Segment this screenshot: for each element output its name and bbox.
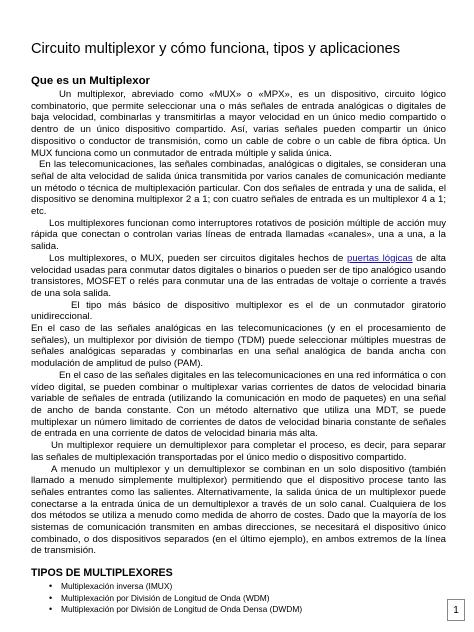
list-item: • Multiplexación inversa (IMUX) — [61, 581, 446, 593]
list-item: • Multiplexación por División de Longitud de Onda (WDM) — [61, 593, 446, 605]
paragraph-8: Un multiplexor requiere un demultiplexor para completar el proceso, es decir, para separar las señales de multiplexación transportadas por el único medio o dispositivo compartido. — [31, 440, 446, 463]
paragraph-3: Los multiplexores funcionan como interruptores rotativos de posición múltiple de acción muy rápida que conectan o controlan varias líneas de entrada llamadas «canales», una a una, a la salida. — [31, 217, 446, 253]
document-page — [31, 40, 446, 616]
page-number: 1 — [447, 599, 465, 621]
list-item: • Multiplexación por División de Longitud de Onda Densa (DWDM) — [61, 604, 446, 616]
tipos-list — [31, 581, 446, 616]
tipos-heading: TIPOS DE MULTIPLEXORES — [31, 567, 173, 580]
document-title: Circuito multiplexor y cómo funciona, tipos y aplicaciones — [31, 41, 401, 57]
paragraph-9: A menudo un multiplexor y un demultiplexor se combinan en un solo dispositivo (también llamado a menudo simplemente multiplexor) permitiendo que el dispositivo procese tanto las señales entrantes como las salientes. Alternativamente, la salida única de un multiplexor puede conectarse a la entrada única de un demultiplexor a través de un solo canal. Cualquiera de los dos métodos se utiliza a menudo como medida de ahorro de costes. Dado que la mayoría de los sistemas de comunicación transmiten en ambas direcciones, se necesitará el dispositivo único combinado, o dos dispositivos separados (en el último ejemplo), en ambos extremos de la línea de transmisión. — [31, 463, 446, 557]
paragraph-4-end: de alta velocidad usadas para conmutar datos digitales o binarios o pueden ser de tipo analógico usando transistores, MOSFET o relés para conmutar una de las entradas de voltaje o corriente a través de una sola salida. — [31, 252, 446, 299]
section-heading: Que es un Multiplexor — [31, 75, 150, 87]
paragraph-2: En las telecomunicaciones, las señales combinadas, analógicas o digitales, se consideran una señal de alta velocidad de salida única transmitida por varios canales de comunicación mediante un método o técnica de multiplexación particular. Con dos señales de entrada y una de salida, el dispositivo se denomina multiplexor 2 a 1; con cuatro señales de entrada es un multiplexor 4 a 1; etc. — [31, 159, 446, 218]
puertas-logicas-link[interactable]: puertas lógicas — [346, 252, 413, 264]
paragraph-6: En el caso de las señales analógicas en las telecomunicaciones (y en el procesamiento de señales), un multiplexor por división de tiempo (TDM) puede seleccionar múltiples muestras de señales analógicas separadas y combinarlas en una señal analógica de banda ancha con modulación de amplitud de pulso (PAM). — [31, 323, 446, 370]
paragraph-4 — [31, 253, 446, 300]
paragraph-5: El tipo más básico de dispositivo multiplexor es el de un conmutador giratorio unidireccional. — [31, 299, 446, 323]
paragraph-1: Un multiplexor, abreviado como «MUX» o «MPX», es un dispositivo, circuito lógico combinatorio, que permite seleccionar una o más señales de entrada analógicas o digitales de baja velocidad, combinarlas y transmitirlas a mayor velocidad en un único medio compartido o dentro de un único dispositivo compartido. Así, varias señales pueden compartir un único dispositivo o conductor de transmisión, como un cable de cobre o un cable de fibra óptica. Un MUX funciona como un conmutador de entrada múltiple y salida única. — [31, 89, 446, 159]
body-text — [31, 89, 446, 557]
paragraph-7: En el caso de las señales digitales en las telecomunicaciones en una red informática o con vídeo digital, se pueden combinar o multiplexar varias corrientes de datos de velocidad binaria variable de señales de entrada (utilizando la comunicación en modo de paquetes) en una señal de ancho de banda constante. Con un método alternativo que utiliza una MDT, se puede multiplexar un número limitado de corrientes de datos de velocidad binaria constante de señales de entrada en una corriente de datos de velocidad binaria más alta. — [31, 369, 446, 440]
paragraph-4-start: Los multiplexores, o MUX, pueden ser circuitos digitales hechos de — [49, 252, 347, 264]
